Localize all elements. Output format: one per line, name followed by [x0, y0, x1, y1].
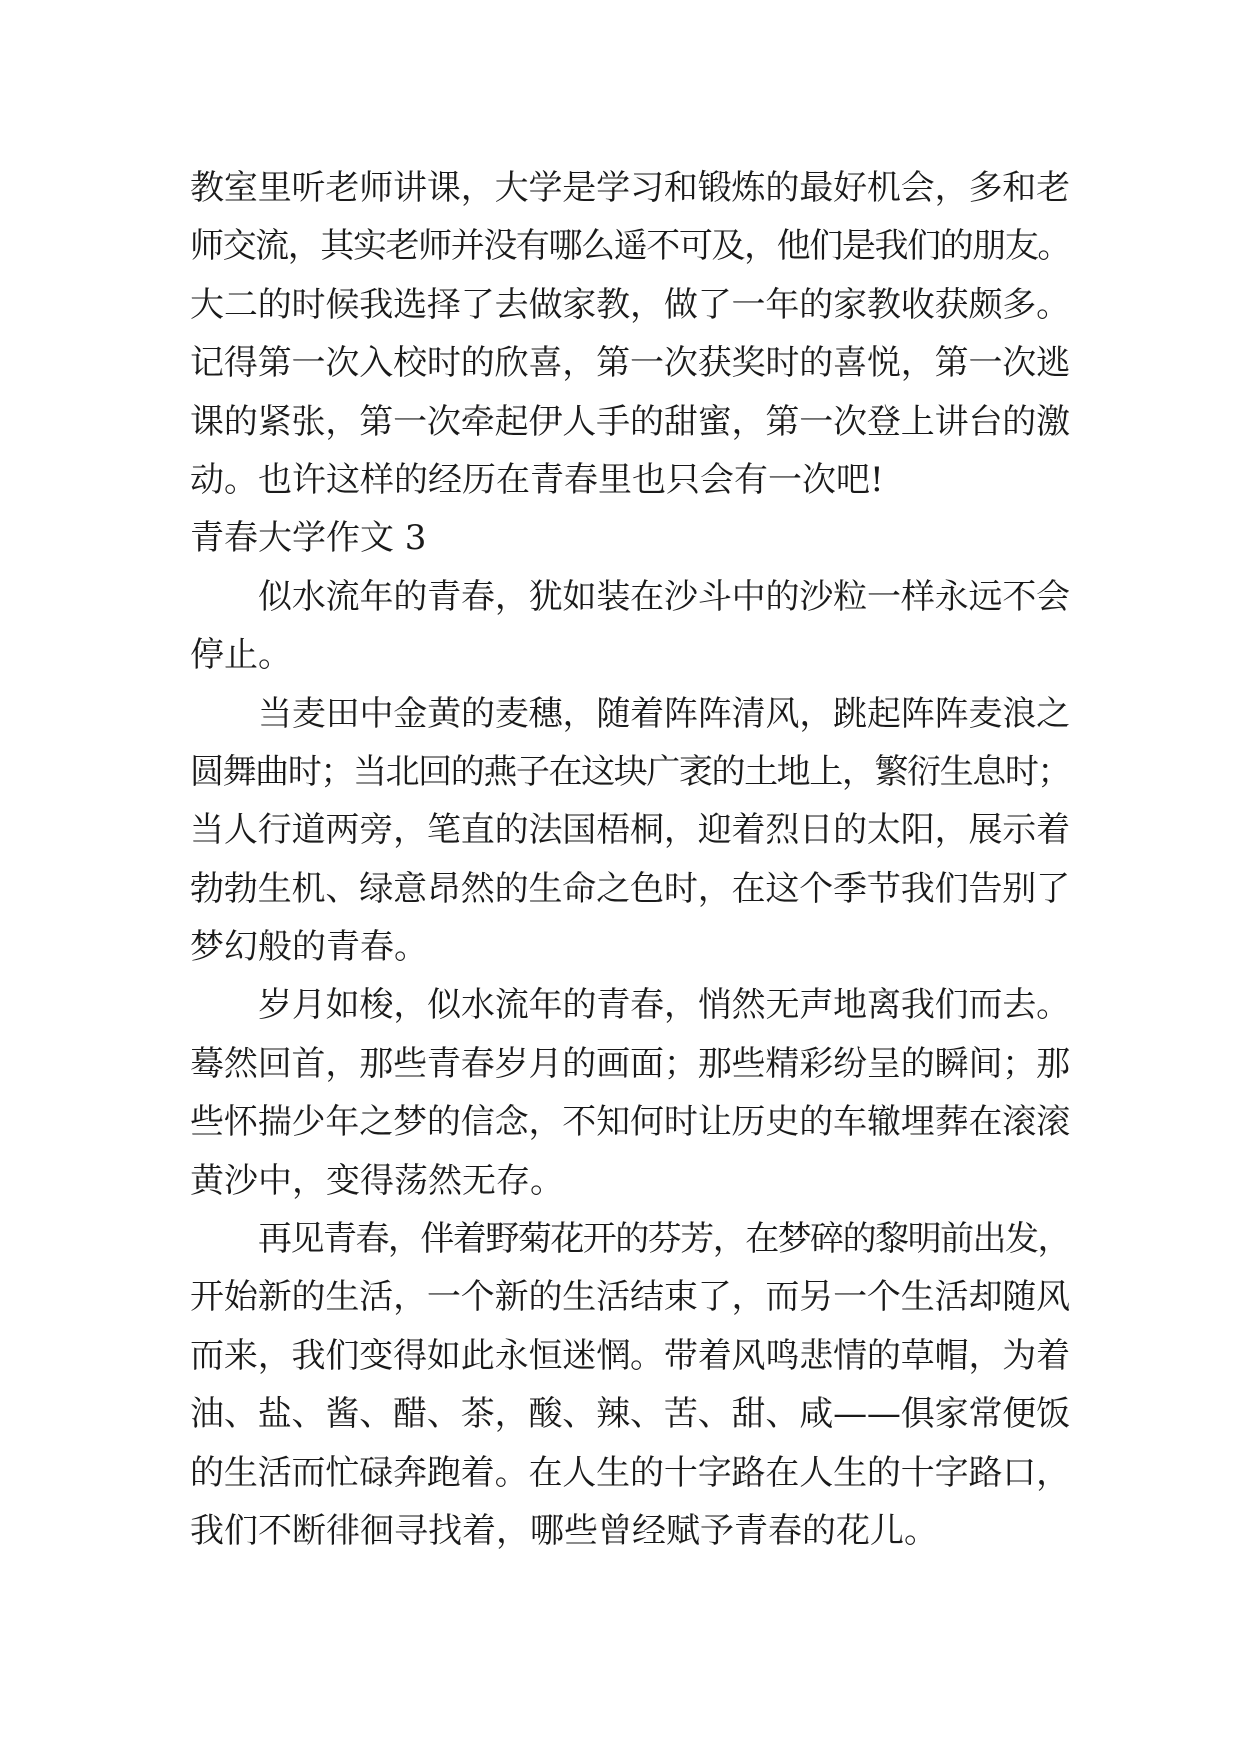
text-line: 教室里听老师讲课，大学是学习和锻炼的最好机会，多和老: [190, 168, 1070, 208]
text-line: 的生活而忙碌奔跑着。在人生的十字路在人生的十字路口，: [190, 1452, 1070, 1493]
text-line: 些怀揣少年之梦的信念，不知何时让历史的车辙埋葬在滚滚: [190, 1102, 1070, 1143]
text-line: 蓦然回首，那些青春岁月的画面；那些精彩纷呈的瞬间；那: [190, 1043, 1070, 1084]
body-text: [190, 159, 1070, 1560]
text-line: 我们不断徘徊寻找着，哪些曾经赋予青春的花儿。: [190, 1510, 938, 1551]
section-heading: 青春大学作文 3: [190, 518, 427, 559]
text-line: 当人行道两旁，笔直的法国梧桐，迎着烈日的太阳，展示着: [190, 810, 1070, 851]
paragraph-first-line: 似水流年的青春，犹如装在沙斗中的沙粒一样永远不会: [258, 576, 1070, 617]
text-line: 动。也许这样的经历在青春里也只会有一次吧!: [190, 459, 884, 500]
text-line: 勃勃生机、绿意昂然的生命之色时，在这个季节我们告别了: [190, 868, 1070, 909]
paragraph-first-line: 再见青春，伴着野菊花开的芬芳，在梦碎的黎明前出发，: [258, 1219, 1070, 1260]
text-line: 停止。: [190, 635, 292, 676]
text-line: 大二的时候我选择了去做家教，做了一年的家教收获颇多。: [190, 284, 1070, 325]
text-line: 课的紧张，第一次牵起伊人手的甜蜜，第一次登上讲台的激: [190, 401, 1070, 442]
text-line: 师交流，其实老师并没有哪么遥不可及，他们是我们的朋友。: [190, 226, 1070, 267]
text-line: 梦幻般的青春。: [190, 927, 428, 968]
text-line: 油、盐、酱、醋、茶，酸、辣、苦、甜、咸——俱家常便饭: [190, 1394, 1070, 1435]
text-line: 黄沙中，变得荡然无存。: [190, 1160, 564, 1201]
paragraph-first-line: 岁月如梭，似水流年的青春，悄然无声地离我们而去。: [258, 985, 1070, 1026]
text-line: 记得第一次入校时的欣喜，第一次获奖时的喜悦，第一次逃: [190, 343, 1070, 384]
paragraph-first-line: 当麦田中金黄的麦穗，随着阵阵清风，跳起阵阵麦浪之: [258, 693, 1070, 734]
text-line: 开始新的生活，一个新的生活结束了，而另一个生活却随风: [190, 1277, 1070, 1318]
text-line: 圆舞曲时；当北回的燕子在这块广袤的土地上，繁衍生息时；: [190, 751, 1070, 792]
text-line: 而来，我们变得如此永恒迷惘。带着风鸣悲情的草帽，为着: [190, 1335, 1070, 1376]
